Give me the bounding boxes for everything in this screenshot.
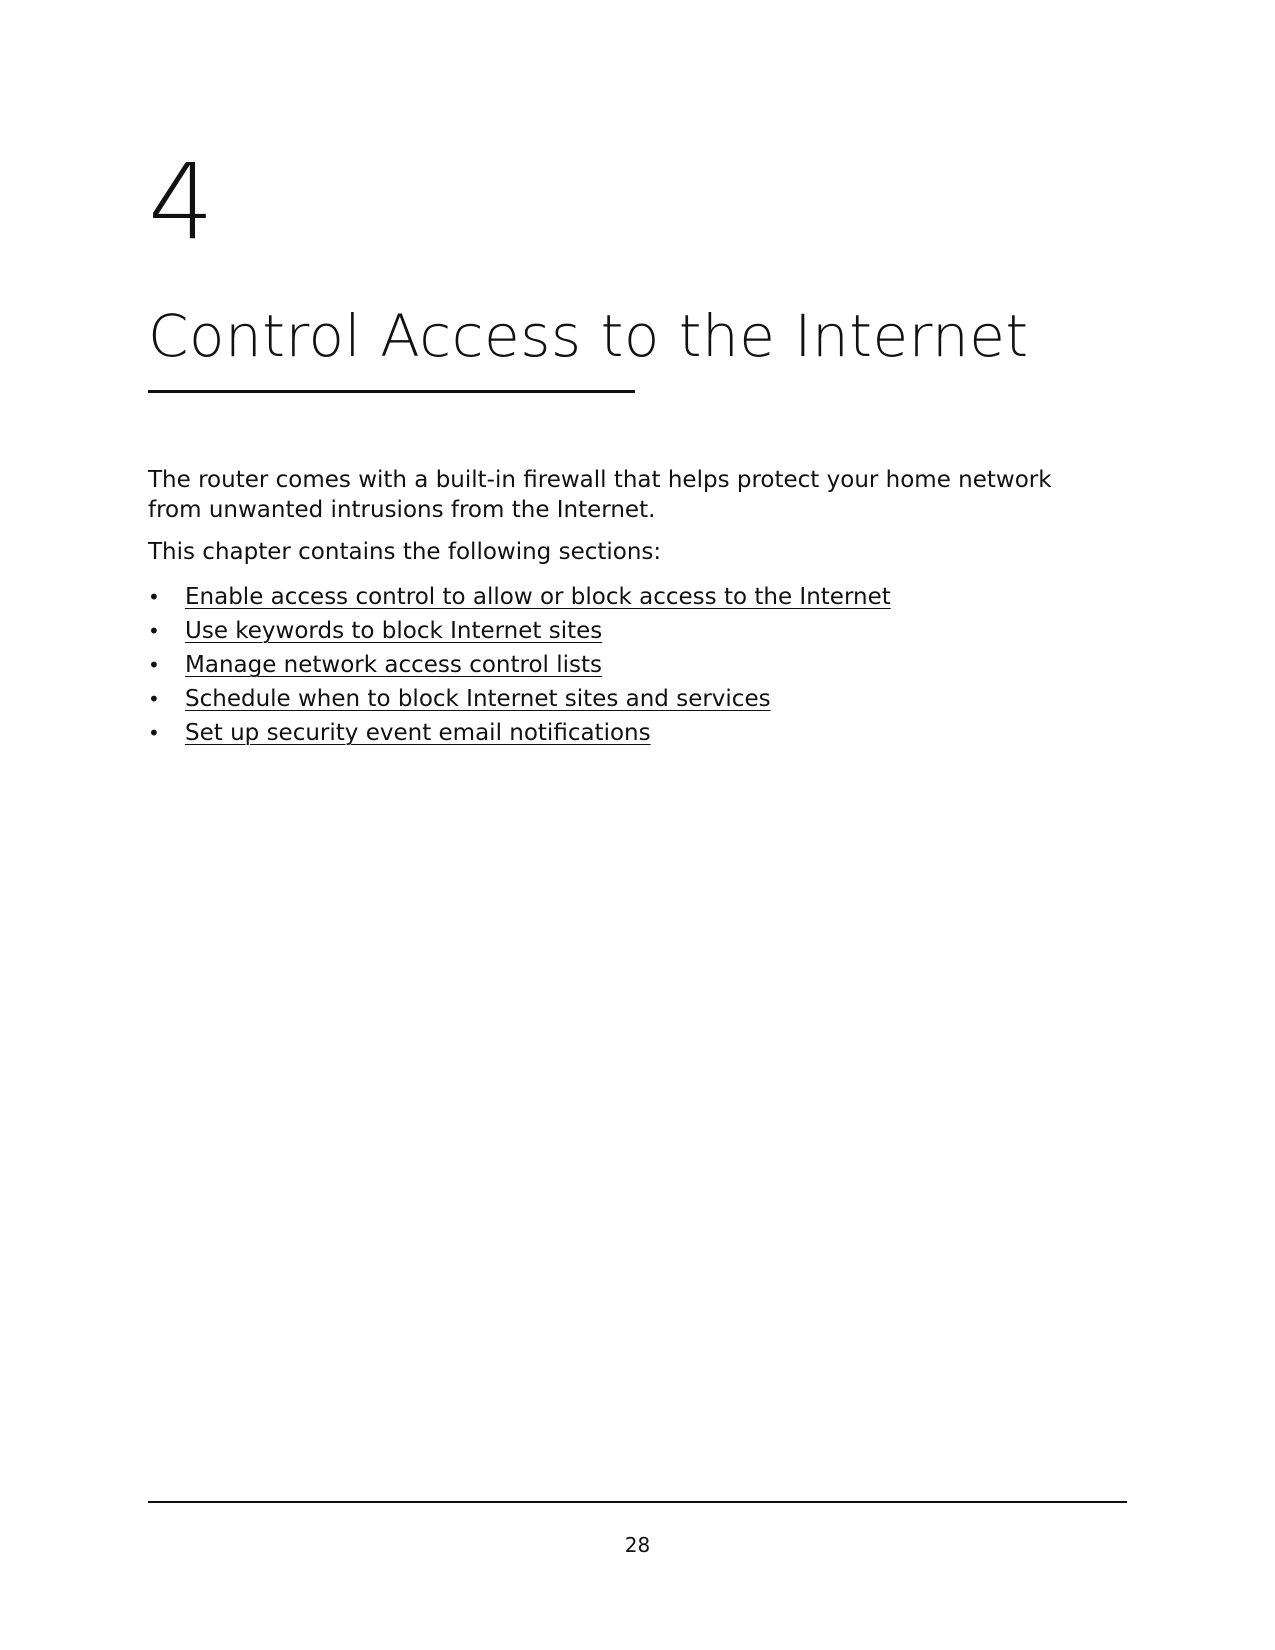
link-manage-access-control-lists[interactable]: Manage network access control lists	[185, 652, 602, 678]
title-underline-rule	[148, 390, 635, 393]
bullet-icon: •	[148, 721, 160, 745]
intro-paragraph: The router comes with a built-in firewall that helps protect your home network from unwanted intrusions from the Internet.	[148, 467, 1052, 523]
sections-lead-text: This chapter contains the following sections:	[148, 539, 662, 565]
link-security-email-notifications[interactable]: Set up security event email notifications	[185, 720, 651, 746]
list-item	[148, 648, 891, 682]
chapter-number: 4	[148, 141, 215, 263]
bullet-icon: •	[148, 687, 160, 711]
page-number: 28	[624, 1533, 651, 1557]
bullet-icon: •	[148, 585, 160, 609]
chapter-title: Control Access to the Internet	[148, 302, 1029, 370]
list-item	[148, 716, 891, 750]
list-item	[148, 682, 891, 716]
link-schedule-blocking[interactable]: Schedule when to block Internet sites and services	[185, 686, 771, 712]
list-item	[148, 580, 891, 614]
bullet-icon: •	[148, 653, 160, 677]
footer-rule	[148, 1501, 1127, 1503]
section-link-list	[148, 580, 891, 750]
list-item	[148, 614, 891, 648]
bullet-icon: •	[148, 619, 160, 643]
link-enable-access-control[interactable]: Enable access control to allow or block access to the Internet	[185, 584, 891, 610]
link-use-keywords[interactable]: Use keywords to block Internet sites	[185, 618, 603, 644]
